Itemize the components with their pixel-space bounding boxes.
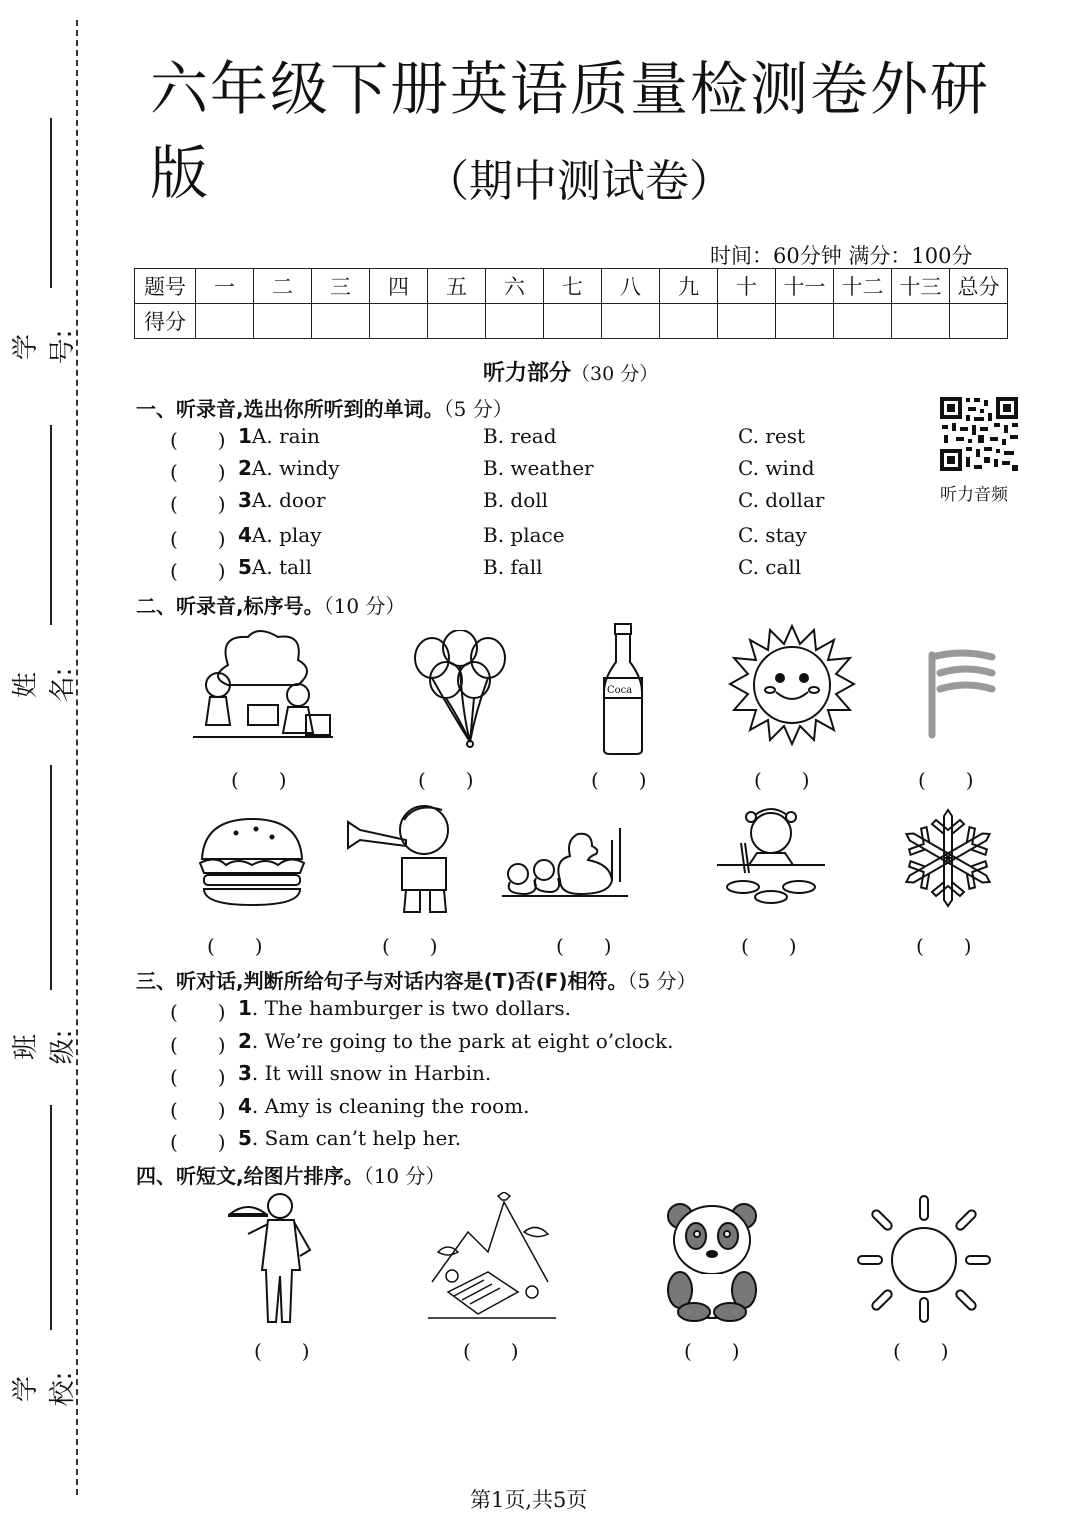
item-number-option-a bbox=[238, 456, 340, 480]
page-footer: 第1页,共5页 bbox=[470, 1488, 588, 1512]
qr-label: 听力音频 bbox=[940, 485, 1008, 505]
score-cell: 题号 bbox=[135, 269, 196, 304]
option-c: C. call bbox=[738, 555, 802, 579]
option-a: A. door bbox=[251, 488, 326, 512]
answer-blank[interactable]: ( ) bbox=[556, 934, 612, 958]
option-b: B. doll bbox=[483, 488, 549, 512]
listening-heading-points: （30 分） bbox=[571, 363, 659, 385]
option-c: C. stay bbox=[738, 523, 807, 547]
statement-text: . Amy is cleaning the room. bbox=[251, 1094, 530, 1118]
item-number: 4 bbox=[238, 523, 252, 547]
answer-blank[interactable]: ( ) bbox=[170, 428, 226, 452]
statement bbox=[238, 1094, 529, 1118]
score-cell: 总分 bbox=[950, 269, 1008, 304]
score-input-cell[interactable] bbox=[950, 304, 1008, 339]
option-b: B. weather bbox=[483, 456, 594, 480]
score-cell: 六 bbox=[486, 269, 544, 304]
answer-blank[interactable]: ( ) bbox=[170, 460, 226, 484]
mountain-scene-icon bbox=[428, 1192, 556, 1322]
score-cell: 四 bbox=[370, 269, 428, 304]
score-table bbox=[134, 268, 1008, 339]
answer-blank[interactable]: ( ) bbox=[170, 1033, 226, 1057]
score-cell: 二 bbox=[254, 269, 312, 304]
answer-blank[interactable]: ( ) bbox=[418, 768, 474, 792]
answer-blank[interactable]: ( ) bbox=[170, 1000, 226, 1024]
score-input-cell[interactable] bbox=[718, 304, 776, 339]
answer-blank[interactable]: ( ) bbox=[741, 934, 797, 958]
statement-text: . Sam can’t help her. bbox=[251, 1126, 462, 1150]
school-label: 学校: bbox=[11, 1371, 78, 1407]
id-label: 学号: bbox=[11, 329, 78, 365]
answer-blank[interactable]: ( ) bbox=[170, 1098, 226, 1122]
option-c: C. rest bbox=[738, 424, 806, 448]
score-cell: 八 bbox=[602, 269, 660, 304]
score-input-cell[interactable] bbox=[660, 304, 718, 339]
item-number: 4 bbox=[238, 1094, 252, 1118]
section-1-points: （5 分） bbox=[443, 397, 513, 421]
option-a: A. play bbox=[251, 523, 322, 547]
name-label: 姓名: bbox=[11, 667, 78, 703]
section-3-points: （5 分） bbox=[627, 969, 697, 993]
item-number-option-a bbox=[238, 488, 326, 512]
waiter-icon bbox=[228, 1190, 318, 1326]
score-table-score-row bbox=[135, 304, 1008, 339]
score-input-cell[interactable] bbox=[602, 304, 660, 339]
answer-blank[interactable]: ( ) bbox=[916, 934, 972, 958]
qr-code-icon[interactable] bbox=[938, 395, 1020, 473]
score-input-cell[interactable] bbox=[834, 304, 892, 339]
snowflake-icon bbox=[898, 808, 998, 908]
ducks-icon bbox=[500, 820, 630, 900]
picnic-icon bbox=[188, 625, 338, 745]
answer-blank[interactable]: ( ) bbox=[684, 1339, 740, 1363]
school-blank-line bbox=[50, 1105, 52, 1330]
score-cell: 十一 bbox=[776, 269, 834, 304]
item-number: 2 bbox=[238, 1029, 252, 1053]
answer-blank[interactable]: ( ) bbox=[231, 768, 287, 792]
listening-heading-text: 听力部分 bbox=[483, 361, 572, 386]
section-2-title-text: 二、听录音,标序号。 bbox=[136, 594, 324, 618]
item-number: 3 bbox=[238, 488, 252, 512]
item-number: 1 bbox=[238, 424, 252, 448]
option-a: A. windy bbox=[251, 456, 340, 480]
wind-icon bbox=[922, 645, 996, 739]
answer-blank[interactable]: ( ) bbox=[207, 934, 263, 958]
score-cell: 十三 bbox=[892, 269, 950, 304]
girl-eating-icon bbox=[715, 803, 827, 911]
score-input-cell[interactable] bbox=[312, 304, 370, 339]
option-a: A. rain bbox=[251, 424, 320, 448]
score-cell: 十二 bbox=[834, 269, 892, 304]
panda-icon bbox=[666, 1200, 758, 1322]
score-row-label: 得分 bbox=[135, 304, 196, 339]
listening-heading bbox=[483, 356, 658, 387]
score-cell: 九 bbox=[660, 269, 718, 304]
section-1-title bbox=[136, 393, 513, 422]
page-title: 六年级下册英语质量检测卷外研版 bbox=[150, 55, 991, 207]
score-input-cell[interactable] bbox=[254, 304, 312, 339]
class-label: 班级: bbox=[11, 1029, 78, 1065]
score-input-cell[interactable] bbox=[544, 304, 602, 339]
balloons-icon bbox=[410, 630, 510, 750]
answer-blank[interactable]: ( ) bbox=[893, 1339, 949, 1363]
page-subtitle: （期中测试卷） bbox=[425, 156, 733, 207]
statement-text: . We’re going to the park at eight o’clock. bbox=[251, 1029, 674, 1053]
section-3-title bbox=[136, 965, 697, 994]
boy-trumpet-icon bbox=[346, 800, 458, 920]
option-b: B. read bbox=[483, 424, 557, 448]
score-input-cell[interactable] bbox=[892, 304, 950, 339]
svg-text:Coca: Coca bbox=[607, 685, 633, 696]
item-number-option-a bbox=[238, 555, 312, 579]
answer-blank[interactable]: ( ) bbox=[254, 1339, 310, 1363]
score-cell: 五 bbox=[428, 269, 486, 304]
item-number-option-a bbox=[238, 424, 320, 448]
id-blank-line bbox=[50, 118, 52, 288]
section-1-title-text: 一、听录音,选出你所听到的单词。 bbox=[136, 397, 444, 421]
statement-text: . The hamburger is two dollars. bbox=[251, 996, 571, 1020]
answer-blank[interactable]: ( ) bbox=[170, 1130, 226, 1154]
answer-blank[interactable]: ( ) bbox=[170, 1065, 226, 1089]
item-number: 5 bbox=[238, 1126, 252, 1150]
score-cell: 一 bbox=[196, 269, 254, 304]
item-number: 1 bbox=[238, 996, 252, 1020]
section-4-title bbox=[136, 1160, 445, 1189]
answer-blank[interactable]: ( ) bbox=[170, 527, 226, 551]
statement bbox=[238, 1061, 491, 1085]
score-input-cell[interactable] bbox=[776, 304, 834, 339]
statement bbox=[238, 996, 571, 1020]
answer-blank[interactable]: ( ) bbox=[918, 768, 974, 792]
answer-blank[interactable]: ( ) bbox=[170, 492, 226, 516]
option-c: C. wind bbox=[738, 456, 815, 480]
answer-blank[interactable]: ( ) bbox=[463, 1339, 519, 1363]
score-input-cell[interactable] bbox=[428, 304, 486, 339]
option-b: B. fall bbox=[483, 555, 543, 579]
option-b: B. place bbox=[483, 523, 565, 547]
exam-meta: 时间：60分钟 满分：100分 bbox=[710, 244, 973, 268]
score-cell: 七 bbox=[544, 269, 602, 304]
answer-blank[interactable]: ( ) bbox=[170, 559, 226, 583]
score-input-cell[interactable] bbox=[370, 304, 428, 339]
section-4-points: （10 分） bbox=[363, 1164, 446, 1188]
option-c: C. dollar bbox=[738, 488, 825, 512]
name-blank-line bbox=[50, 425, 52, 625]
section-4-title-text: 四、听短文,给图片排序。 bbox=[136, 1164, 364, 1188]
statement bbox=[238, 1126, 461, 1150]
answer-blank[interactable]: ( ) bbox=[591, 768, 647, 792]
score-cell: 十 bbox=[718, 269, 776, 304]
item-number: 2 bbox=[238, 456, 252, 480]
answer-blank[interactable]: ( ) bbox=[754, 768, 810, 792]
score-cell: 三 bbox=[312, 269, 370, 304]
sun-face-icon bbox=[728, 624, 856, 746]
answer-blank[interactable]: ( ) bbox=[382, 934, 438, 958]
score-input-cell[interactable] bbox=[196, 304, 254, 339]
item-number-option-a bbox=[238, 523, 322, 547]
cola-bottle-icon bbox=[598, 622, 648, 756]
section-3-title-text: 三、听对话,判断所给句子与对话内容是(T)否(F)相符。 bbox=[136, 969, 628, 993]
section-2-points: （10 分） bbox=[323, 594, 406, 618]
sun-icon bbox=[856, 1194, 992, 1324]
statement-text: . It will snow in Harbin. bbox=[251, 1061, 492, 1085]
hamburger-icon bbox=[196, 815, 308, 909]
score-input-cell[interactable] bbox=[486, 304, 544, 339]
class-blank-line bbox=[50, 765, 52, 990]
option-a: A. tall bbox=[251, 555, 312, 579]
item-number: 5 bbox=[238, 555, 252, 579]
section-2-title bbox=[136, 590, 405, 619]
score-table-header-row bbox=[135, 269, 1008, 304]
item-number: 3 bbox=[238, 1061, 252, 1085]
binding-dashed-line bbox=[76, 20, 78, 1495]
statement bbox=[238, 1029, 673, 1053]
